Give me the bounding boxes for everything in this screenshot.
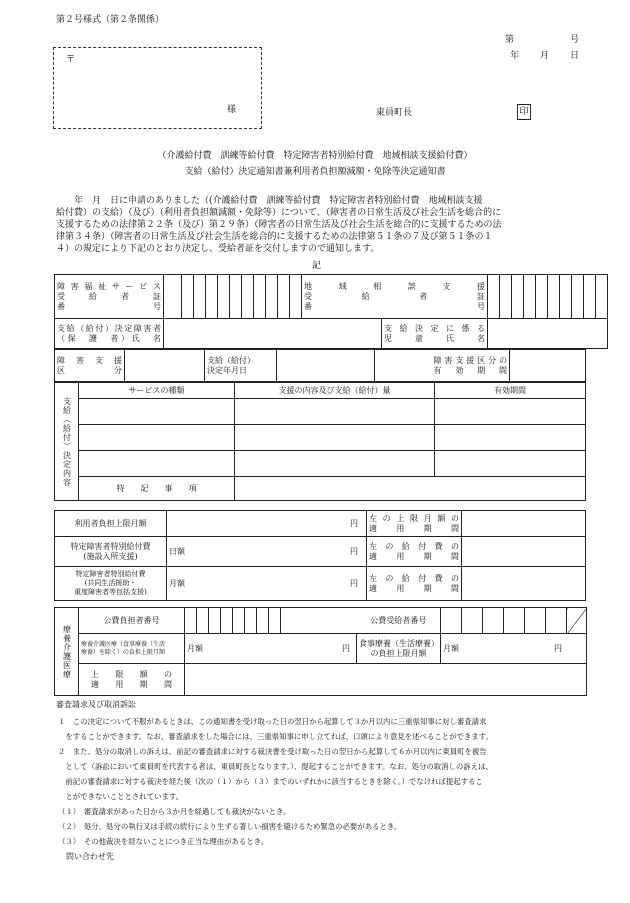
label-line: 療養介護医療（食事療養（生活 bbox=[81, 640, 166, 648]
label-line: (施設入所支援) bbox=[83, 551, 138, 561]
label-line: 番 号 bbox=[304, 301, 485, 311]
digit-cell[interactable] bbox=[524, 275, 536, 319]
burden-limit-period-value[interactable] bbox=[462, 511, 586, 537]
digit-cell[interactable] bbox=[221, 608, 233, 634]
period-cell[interactable] bbox=[435, 425, 586, 451]
honorific: 様 bbox=[227, 105, 237, 115]
digit-cell[interactable] bbox=[278, 275, 290, 319]
issuer-title: 東員町長 bbox=[376, 108, 413, 118]
digit-cell[interactable] bbox=[560, 275, 572, 319]
prefix: 月額 bbox=[187, 643, 203, 653]
intro-line: 給付費）の支給）（及び）（利用者負担額減額・免除等）について、（障害者の日常生活及び社会生活を総合的に bbox=[56, 208, 502, 218]
intro-line: 年 月 日に申請のありました（(介護給付費 訓練等給付費 特定障害者特別給付費 地域相談支援 bbox=[56, 196, 483, 206]
decision-table bbox=[54, 274, 608, 349]
diagonal-cell bbox=[567, 608, 587, 634]
label-line: 有 効 期 間 bbox=[433, 365, 507, 375]
date-month: 月 bbox=[540, 51, 550, 61]
label-line: 上 限 額 の bbox=[91, 669, 172, 679]
medical-care-table bbox=[54, 607, 587, 696]
support-class-label bbox=[55, 350, 125, 382]
contact-label: 問い合わせ先 bbox=[66, 852, 114, 861]
group-home-benefit-label bbox=[55, 567, 167, 601]
label-line: 障害支援 bbox=[57, 355, 122, 365]
label-line: 重度障害者等包括支援) bbox=[74, 588, 147, 596]
public-recipient-label: 公費受給者番号 bbox=[357, 608, 441, 634]
service-cell[interactable] bbox=[79, 451, 235, 477]
label-line: 適 用 期 間 bbox=[369, 551, 459, 561]
label-line: 児 童 氏 名 bbox=[384, 333, 485, 343]
yen-unit: 円 bbox=[342, 643, 350, 653]
doc-number-dai: 第 bbox=[505, 35, 515, 45]
appeal-line: をすることができます。なお、審査請求をした場合には、三重県知事に申し立てれば、口頭により意見を述べることができます。 bbox=[58, 732, 493, 741]
medical-limit-value[interactable] bbox=[185, 634, 357, 664]
yen-unit: 円 bbox=[350, 578, 358, 588]
limit-period-value[interactable] bbox=[185, 664, 587, 696]
date-year: 年 bbox=[510, 51, 520, 61]
label-line: 食事療養（生活療養） bbox=[359, 638, 439, 648]
limit-period-label bbox=[79, 664, 185, 696]
label-line: (共同生活援助・ bbox=[84, 579, 137, 587]
prefix: 日額 bbox=[169, 546, 185, 556]
burden-table bbox=[54, 510, 586, 601]
intro-line: 支援するための法律第２２条（及び）第２９条）（障害者の日常生活及び社会生活を総合的に支援するための法 bbox=[56, 220, 502, 230]
child-name[interactable] bbox=[488, 319, 608, 349]
postal-mark: 〒 bbox=[66, 55, 76, 65]
ki-label: 記 bbox=[312, 261, 322, 271]
label-line: 適 用 期 間 bbox=[91, 679, 172, 689]
digit-cell[interactable] bbox=[242, 275, 254, 319]
seal-mark: 印 bbox=[517, 104, 531, 120]
prefix: 月額 bbox=[443, 643, 459, 653]
digit-cell[interactable] bbox=[441, 608, 462, 634]
digit-cell[interactable] bbox=[218, 275, 230, 319]
child-label bbox=[382, 319, 488, 349]
digit-cell[interactable] bbox=[206, 275, 218, 319]
col-period: 有効期間 bbox=[435, 383, 586, 399]
burden-limit-value[interactable] bbox=[167, 511, 367, 537]
digit-cell[interactable] bbox=[488, 275, 500, 319]
label-line: 特定障害者特別給付費 bbox=[70, 541, 151, 551]
digit-cell[interactable] bbox=[290, 275, 302, 319]
facility-benefit-period-label bbox=[367, 537, 462, 567]
digit-cell[interactable] bbox=[185, 608, 197, 634]
digit-cell[interactable] bbox=[254, 275, 266, 319]
label-line: 支給決定に係る bbox=[384, 323, 485, 333]
label-line: 支給（給付） bbox=[207, 355, 255, 365]
label-line: 適 用 期 間 bbox=[369, 523, 459, 533]
label-line: 療養）を除く）の負担上限月額 bbox=[81, 648, 166, 656]
digit-cell[interactable] bbox=[525, 608, 546, 634]
blank-cell bbox=[375, 350, 432, 382]
welfare-number-label bbox=[55, 275, 164, 319]
digit-cell[interactable] bbox=[548, 275, 560, 319]
intro-line: ４）の規定により下記のとおり決定し、受給者証を交付しますので通知します。 bbox=[56, 244, 380, 254]
appeal-line: （１） 審査請求があった日から３か月を経過しても裁決がないとき。 bbox=[58, 807, 291, 816]
digit-cell[interactable] bbox=[596, 275, 608, 319]
decision-date-label bbox=[205, 350, 277, 382]
digit-cell[interactable] bbox=[500, 275, 512, 319]
support-class-table bbox=[54, 349, 586, 382]
yen-unit: 円 bbox=[350, 546, 358, 556]
digit-cell[interactable] bbox=[483, 608, 504, 634]
label-line: 番 号 bbox=[57, 301, 161, 311]
digit-cell[interactable] bbox=[194, 275, 206, 319]
appeal-title: 審査請求及び取消訴訟 bbox=[56, 700, 136, 709]
group-home-benefit-period-value[interactable] bbox=[462, 567, 586, 601]
digit-cell[interactable] bbox=[245, 608, 257, 634]
digit-cell[interactable] bbox=[584, 275, 596, 319]
appeal-line: １ この決定について不服があるときは、この通知書を受け取った日の翌日から起算して３か月以内に三重県知事に対し審査請求 bbox=[58, 717, 487, 726]
label-line: （保 護 者）氏 名 bbox=[57, 333, 161, 343]
label-line: の負担上限月額 bbox=[370, 648, 427, 658]
digit-cell[interactable] bbox=[230, 275, 242, 319]
regional-number-label bbox=[302, 275, 488, 319]
special-notes-value[interactable] bbox=[235, 477, 586, 501]
col-service: サービスの種類 bbox=[79, 383, 235, 399]
support-class-period-label bbox=[432, 350, 510, 382]
label-line: 支給（給付）決定障害者 bbox=[57, 323, 161, 333]
digit-cell[interactable] bbox=[266, 275, 278, 319]
period-cell[interactable] bbox=[435, 451, 586, 477]
yen-unit: 円 bbox=[554, 643, 562, 653]
appeal-line: ２ また、処分の取消しの訴えは、前記の審査請求に対する裁決書を受け取った日の翌日から起算して６か月以内に東員町を被告 bbox=[58, 747, 487, 756]
appeal-line: （３） その他裁決を経ないことにつき正当な理由があるとき。 bbox=[58, 837, 269, 846]
label-line: 利用者負担上限月額 bbox=[74, 518, 147, 528]
decision-date-value[interactable] bbox=[277, 350, 375, 382]
special-notes-label: 特 記 事 項 bbox=[79, 477, 235, 501]
label-line: 左の上限月額の bbox=[369, 513, 459, 523]
support-class-value[interactable] bbox=[125, 350, 205, 382]
appeal-line: として（訴訟において東員町を代表する者は、東員町長となります。）、提起することができます。なお、処分の取消しの訴えは、 bbox=[58, 762, 493, 771]
burden-limit-period-label bbox=[367, 511, 462, 537]
label-line: 左の給付費の bbox=[369, 541, 459, 551]
medical-limit-label bbox=[79, 634, 185, 664]
col-amount: 支援の内容及び支給（給付）量 bbox=[235, 383, 435, 399]
digit-cell[interactable] bbox=[512, 275, 524, 319]
digit-cell[interactable] bbox=[164, 275, 182, 319]
appeal-line: とができないこととされています。 bbox=[58, 792, 184, 801]
meal-limit-value[interactable] bbox=[441, 634, 587, 664]
amount-cell[interactable] bbox=[235, 451, 435, 477]
digit-cell[interactable] bbox=[209, 608, 221, 634]
amount-cell[interactable] bbox=[235, 399, 435, 425]
address-box bbox=[53, 47, 262, 129]
digit-cell[interactable] bbox=[536, 275, 548, 319]
digit-cell[interactable] bbox=[197, 608, 209, 634]
digit-cell[interactable] bbox=[233, 608, 245, 634]
label-line: 適 用 期 間 bbox=[369, 583, 459, 593]
blank-cell bbox=[281, 608, 357, 634]
support-class-period-value[interactable] bbox=[510, 350, 586, 382]
label-line: 障害支援区分の bbox=[433, 355, 507, 365]
appeal-line: 前記の審査請求に対する裁決を経た後（次の（１）から（３）までのいずれかに該当するときを除く。）でなければ提起するこ bbox=[58, 777, 483, 786]
label-line: 区 分 bbox=[57, 365, 122, 375]
digit-cell[interactable] bbox=[572, 275, 584, 319]
label-line: 左の給付費の bbox=[369, 573, 459, 583]
title-line-2: 支給（給付）決定通知書兼利用者負担額減額・免除等決定通知書 bbox=[184, 167, 446, 177]
service-cell[interactable] bbox=[79, 399, 235, 425]
facility-benefit-value[interactable] bbox=[167, 537, 367, 567]
period-cell[interactable] bbox=[435, 399, 586, 425]
digit-cell[interactable] bbox=[546, 608, 567, 634]
amount-cell[interactable] bbox=[235, 425, 435, 451]
label-line: 地 域 相 談 支 援 bbox=[304, 281, 485, 291]
digit-cell[interactable] bbox=[462, 608, 483, 634]
group-home-benefit-value[interactable] bbox=[167, 567, 367, 601]
decision-content-table bbox=[54, 382, 586, 501]
yen-unit: 円 bbox=[350, 518, 358, 528]
appeal-line: （２） 処分、処分の執行又は手続の続行により生ずる著しい損害を避けるため緊急の必要があるとき。 bbox=[58, 822, 402, 831]
prefix: 月額 bbox=[169, 578, 185, 588]
medical-vertical-label: 療養介護医療 bbox=[55, 608, 79, 696]
label-line: 受 給 者 証 bbox=[57, 291, 161, 301]
intro-text bbox=[56, 195, 586, 255]
label-line: 決定年月日 bbox=[207, 365, 247, 375]
decided-person-name[interactable] bbox=[164, 319, 382, 349]
meal-limit-label bbox=[357, 634, 441, 664]
burden-limit-label bbox=[55, 511, 167, 537]
doc-number-go: 号 bbox=[570, 35, 580, 45]
facility-benefit-label bbox=[55, 537, 167, 567]
intro-line: 律第３４条）（障害者の日常生活及び社会生活を総合的に支援するための法律第５１条の７及び第５１条の１ bbox=[56, 232, 493, 242]
group-home-benefit-period-label bbox=[367, 567, 462, 601]
appeal-text bbox=[58, 714, 588, 849]
content-vertical-label: 支給（給付）決定内容 bbox=[55, 383, 79, 501]
decided-person-label bbox=[55, 319, 164, 349]
public-payer-label: 公費負担者番号 bbox=[79, 608, 185, 634]
service-cell[interactable] bbox=[79, 425, 235, 451]
title-line-1: （介護給付費 訓練等給付費 特定障害者特別給付費 地域相談支援給付費） bbox=[157, 151, 473, 161]
label-line: 障害福祉サービス bbox=[57, 281, 161, 291]
label-line: 特定障害者特別給付費 bbox=[75, 570, 146, 578]
digit-cell[interactable] bbox=[257, 608, 269, 634]
date-day: 日 bbox=[570, 51, 580, 61]
label-line: 受 給 者 証 bbox=[304, 291, 485, 301]
digit-cell[interactable] bbox=[182, 275, 194, 319]
form-number: 第２号様式（第２条関係） bbox=[56, 15, 165, 25]
digit-cell[interactable] bbox=[269, 608, 281, 634]
facility-benefit-period-value[interactable] bbox=[462, 537, 586, 567]
digit-cell[interactable] bbox=[504, 608, 525, 634]
